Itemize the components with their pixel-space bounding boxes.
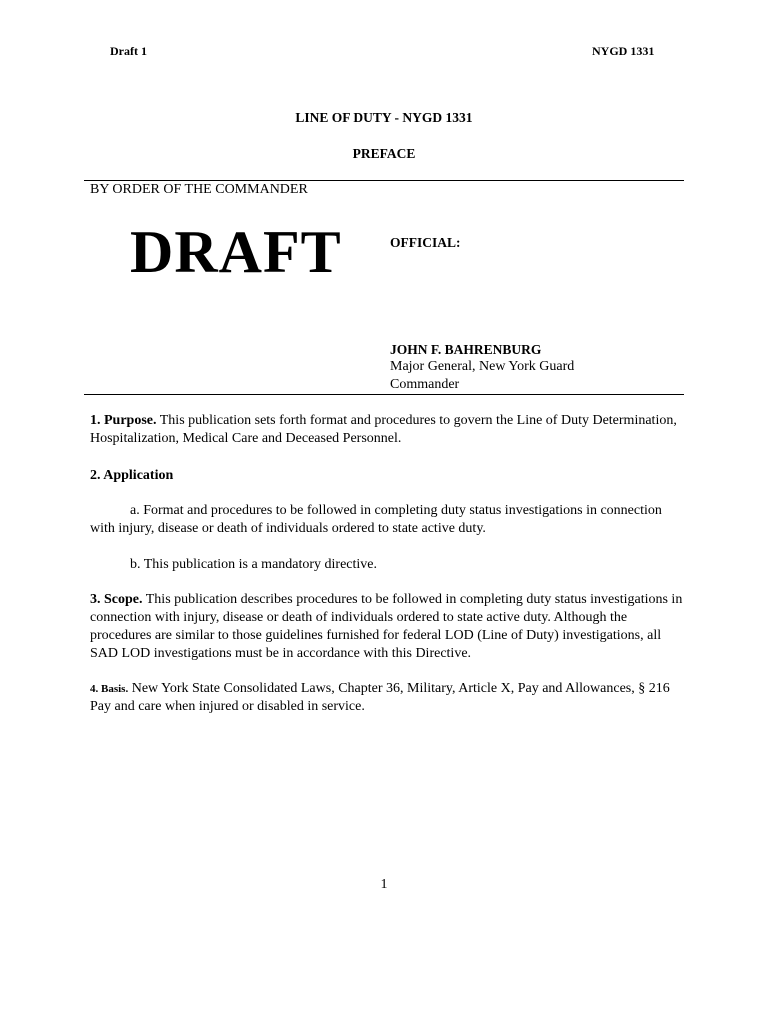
section-scope xyxy=(90,591,690,663)
purpose-label: 1. Purpose. xyxy=(90,413,157,428)
application-item-b xyxy=(90,556,690,574)
basis-text: New York State Consolidated Laws, Chapter 36, Military, Article X, Pay and Allowances, § 216 Pay and care when injured or disabled in service. xyxy=(90,681,670,714)
document-title: LINE OF DUTY - NYGD 1331 xyxy=(295,110,473,125)
page-number: 1 xyxy=(380,877,388,892)
section-application-heading: 2. Application xyxy=(90,468,174,483)
application-item-a-text: a. Format and procedures to be followed in completing duty status investigations in connection with injury, disease or death of individuals ordered to state active duty. xyxy=(90,503,662,536)
draft-stamp: DRAFT xyxy=(130,219,342,285)
application-item-a xyxy=(90,502,690,538)
signatory-name: JOHN F. BAHRENBURG xyxy=(390,342,542,357)
order-line: BY ORDER OF THE COMMANDER xyxy=(90,182,308,197)
header-draft-label: Draft 1 xyxy=(110,44,147,58)
scope-label: 3. Scope. xyxy=(90,592,143,607)
header-doc-number: NYGD 1331 xyxy=(592,44,655,58)
signatory-rank: Major General, New York Guard xyxy=(390,359,575,374)
basis-label: 4. Basis. xyxy=(90,683,129,695)
application-item-b-text: b. This publication is a mandatory directive. xyxy=(130,557,378,572)
purpose-text: This publication sets forth format and procedures to govern the Line of Duty Determination, Hospitalization, Medical Care and Deceased Personnel. xyxy=(90,413,677,446)
scope-text: This publication describes procedures to be followed in completing duty status investigations in connection with injury, disease or death of individuals ordered to state active duty. Although the procedures are similar to those guidelines furnished for federal LOD (Line of Duty) investigations, all SAD LOD investigations must be in accordance with this Directive. xyxy=(90,592,683,661)
official-label: OFFICIAL: xyxy=(390,235,461,250)
document-subtitle: PREFACE xyxy=(352,146,416,161)
bottom-divider xyxy=(84,394,684,395)
signatory-position: Commander xyxy=(390,377,460,392)
section-purpose xyxy=(90,412,690,448)
section-basis xyxy=(90,680,690,716)
